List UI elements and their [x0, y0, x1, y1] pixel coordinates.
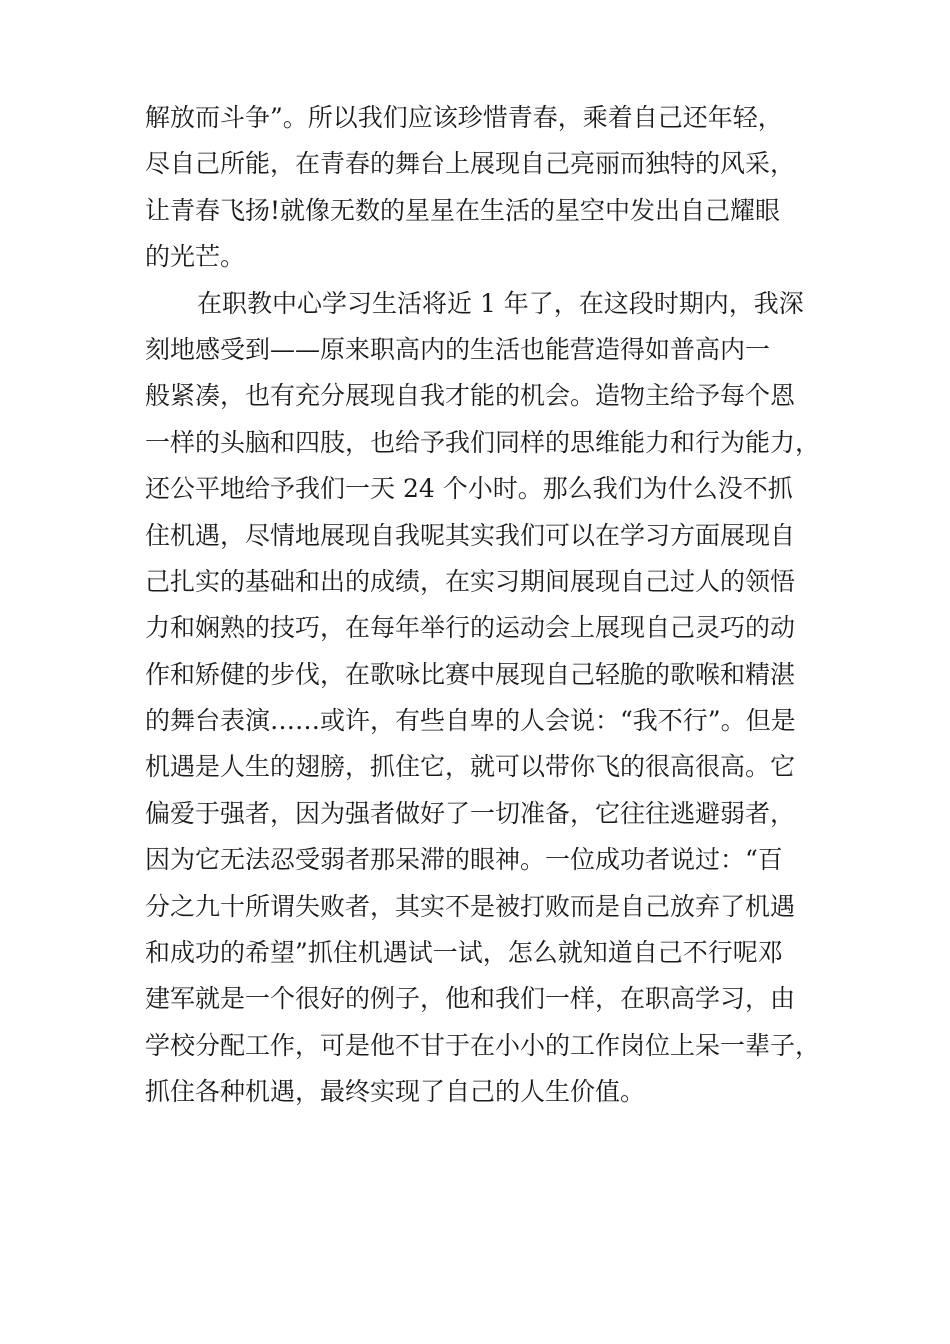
text-line: 般紧凑，也有充分展现自我才能的机会。造物主给予每个恩: [145, 381, 796, 411]
text-line: 的舞台表演……或许，有些自卑的人会说：“我不行”。但是: [145, 706, 796, 736]
text-line: 的光芒。: [145, 242, 246, 272]
text-line: 还公平地给予我们一天 24 个小时。那么我们为什么没不抓: [145, 474, 793, 504]
text-line: 分之九十所谓失败者，其实不是被打败而是自己放弃了机遇: [145, 891, 796, 921]
text-line: 作和矫健的步伐，在歌咏比赛中展现自己轻脆的歌喉和精湛: [145, 659, 796, 689]
text-line: 解放而斗争”。所以我们应该珍惜青春，乘着自己还年轻，: [145, 103, 783, 132]
document-body: [145, 95, 825, 1116]
text-line: 刻地感受到——原来职高内的生活也能营造得如普高内一: [145, 334, 771, 364]
paragraph-2: [145, 281, 825, 1116]
paragraph-1: [145, 95, 825, 281]
text-line: 一样的头脑和四肢，也给予我们同样的思维能力和行为能力，: [145, 427, 821, 457]
text-line: 偏爱于强者，因为强者做好了一切准备，它往往逃避弱者，: [145, 798, 796, 828]
text-line: 机遇是人生的翅膀，抓住它，就可以带你飞的很高很高。它: [145, 752, 796, 782]
text-line: 力和娴熟的技巧，在每年举行的运动会上展现自己灵巧的动: [145, 613, 796, 643]
text-line: 在职教中心学习生活将近 1 年了，在这段时期内，我深: [197, 288, 804, 318]
text-line: 和成功的希望”抓住机遇试一试，怎么就知道自己不行呢邓: [145, 938, 783, 968]
text-line: 建军就是一个很好的例子，他和我们一样，在职高学习，由: [145, 984, 796, 1014]
text-line: 因为它无法忍受弱者那呆滞的眼神。一位成功者说过：“百: [145, 845, 783, 875]
text-line: 住机遇，尽情地展现自我呢其实我们可以在学习方面展现自: [145, 520, 796, 550]
text-line: 尽自己所能，在青春的舞台上展现自己亮丽而独特的风采，: [145, 149, 796, 179]
text-line: 己扎实的基础和出的成绩，在实习期间展现自己过人的领悟: [145, 566, 796, 596]
text-line: 抓住各种机遇，最终实现了自己的人生价值。: [145, 1077, 646, 1107]
text-line: 让青春飞扬!就像无数的星星在生活的星空中发出自己耀眼: [145, 195, 781, 225]
text-line: 学校分配工作，可是他不甘于在小小的工作岗位上呆一辈子，: [145, 1030, 821, 1060]
